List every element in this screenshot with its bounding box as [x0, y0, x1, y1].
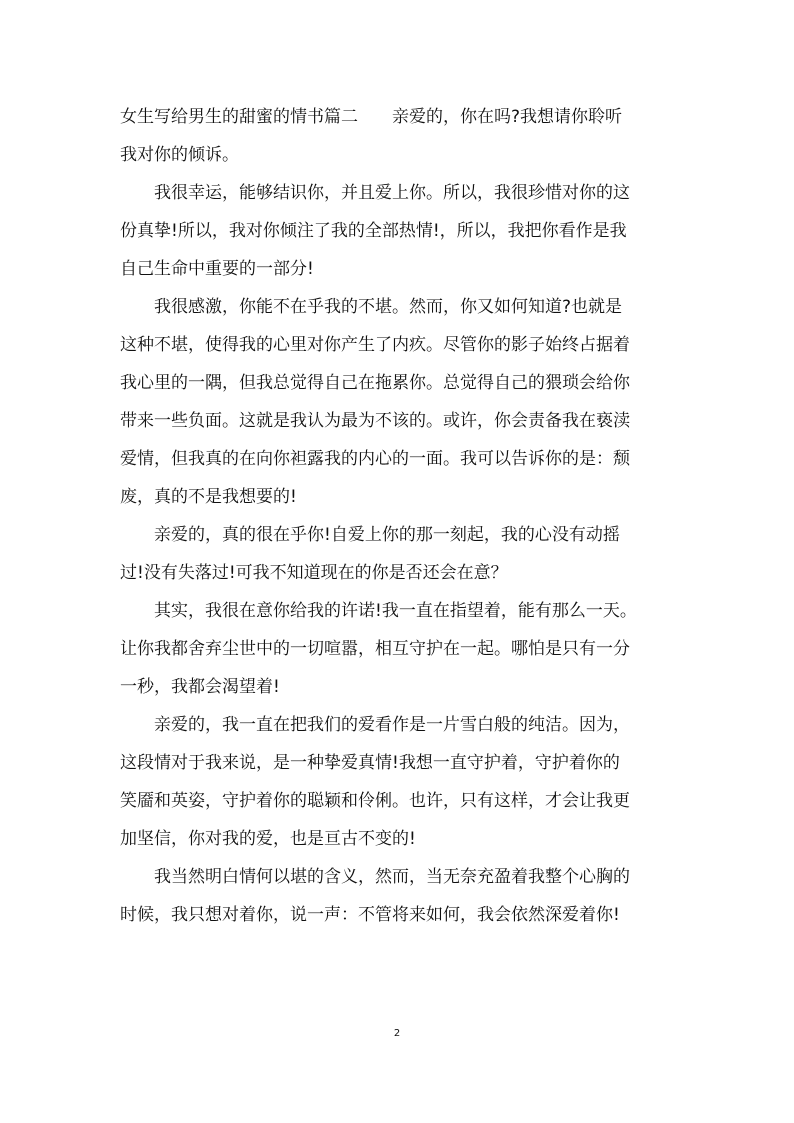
text-line: 女生写给男生的甜蜜的情书篇二 亲爱的，你在吗?我想请你聆听: [120, 107, 623, 127]
text-line: 时候，我只想对着你，说一声：不管将来如何，我会依然深爱着你!: [120, 905, 620, 925]
text-line: 自己生命中重要的一部分!: [120, 259, 314, 279]
text-line: 笑靥和英姿，守护着你的聪颖和伶俐。也许，只有这样，才会让我更: [120, 791, 630, 811]
text-line: 我对你的倾诉。: [120, 145, 239, 165]
text-line: 爱情，但我真的在向你袒露我的内心的一面。我可以告诉你的是：颓: [120, 449, 630, 469]
text-line: 其实，我很在意你给我的许诺!我一直在指望着，能有那么一天。: [120, 601, 637, 621]
text-line: 亲爱的，我一直在把我们的爱看作是一片雪白般的纯洁。因为，: [120, 715, 630, 735]
text-line: 份真挚!所以，我对你倾注了我的全部热情!，所以，我把你看作是我: [120, 221, 627, 241]
text-line: 我心里的一隅，但我总觉得自己在拖累你。总觉得自己的猥琐会给你: [120, 373, 630, 393]
text-line: 废，真的不是我想要的!: [120, 487, 297, 507]
text-line: 带来一些负面。这就是我认为最为不该的。或许，你会责备我在亵渎: [120, 411, 630, 431]
text-line: 我当然明白情何以堪的含义，然而，当无奈充盈着我整个心胸的: [120, 867, 630, 887]
document-body: [120, 98, 680, 934]
text-line: 让你我都舍弃尘世中的一切喧嚣，相互守护在一起。哪怕是只有一分: [120, 639, 630, 659]
text-line: 一秒，我都会渴望着!: [120, 677, 280, 697]
text-line: 我很感激，你能不在乎我的不堪。然而，你又如何知道?也就是: [120, 297, 623, 317]
text-line: 过!没有失落过!可我不知道现在的你是否还会在意？: [120, 563, 508, 583]
page-number: 2: [393, 1028, 401, 1039]
text-line: 加坚信，你对我的爱，也是亘古不变的!: [120, 829, 416, 849]
text-line: 这段情对于我来说，是一种挚爱真情!我想一直守护着，守护着你的: [120, 753, 620, 773]
text-line: 我很幸运，能够结识你，并且爱上你。所以，我很珍惜对你的这: [120, 183, 630, 203]
text-line: 亲爱的，真的很在乎你!自爱上你的那一刻起，我的心没有动摇: [120, 525, 620, 545]
text-line: 这种不堪，使得我的心里对你产生了内疚。尽管你的影子始终占据着: [120, 335, 630, 355]
